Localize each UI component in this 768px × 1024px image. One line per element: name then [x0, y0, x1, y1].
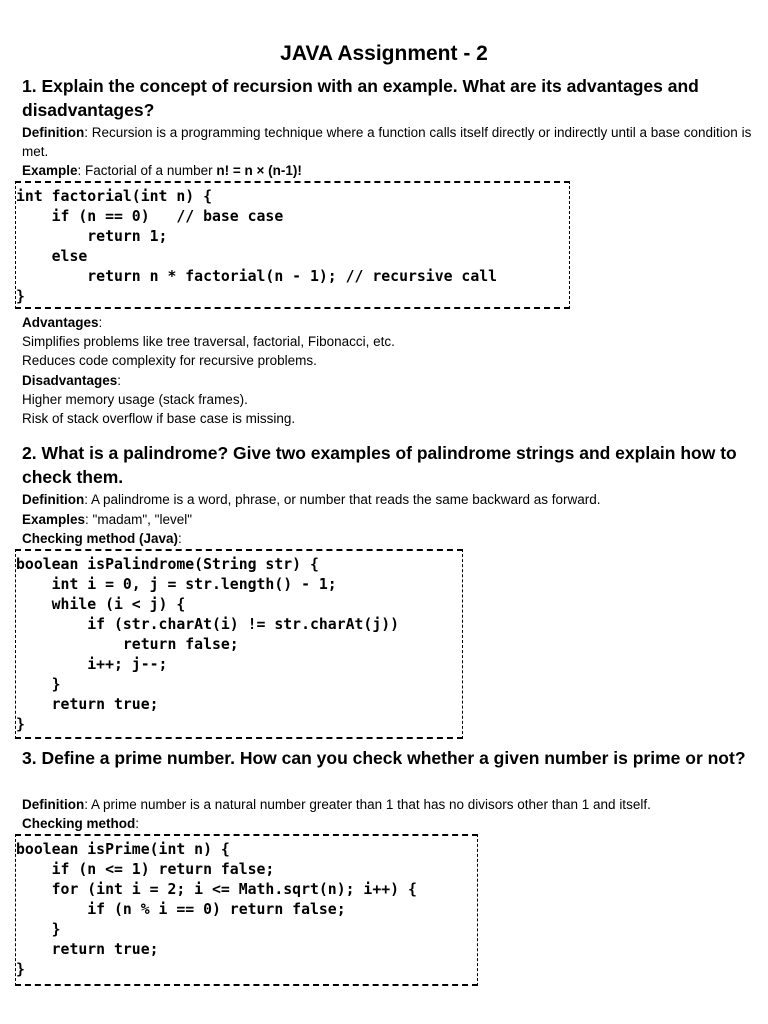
q2-definition: [22, 490, 752, 509]
q3-method-heading: Checking method:: [22, 816, 140, 831]
q1-advantages-label: Advantages: [22, 315, 99, 330]
q1-example-formula: n! = n × (n-1)!: [216, 163, 302, 178]
palindrome-code-block: boolean isPalindrome(String str) { int i = 0, j = str.length() - 1; while (i < j) { if (str.charAt(i) != str.charAt(j)) return false; i++; j--; } return true; }: [15, 549, 463, 739]
q1-definition: [22, 123, 752, 161]
q1-advantage-item: Reduces code complexity for recursive problems.: [22, 353, 317, 368]
q2-method-label: Checking method (Java): [22, 531, 179, 546]
q1-definition-text: : Recursion is a programming technique where a function calls itself directly or indirectly until a base condition is met.: [22, 125, 752, 159]
q1-example: [22, 161, 752, 180]
prime-code-block: boolean isPrime(int n) { if (n <= 1) return false; for (int i = 2; i <= Math.sqrt(n); i++) { if (n % i == 0) return false; } return true; }: [15, 834, 478, 986]
q2-examples-text: : "madam", "level": [85, 512, 192, 527]
q1-disadvantages-label: Disadvantages: [22, 373, 118, 388]
q1-disadvantage-item: Higher memory usage (stack frames).: [22, 392, 248, 407]
page-title: JAVA Assignment - 2: [280, 42, 488, 65]
factorial-code-block: int factorial(int n) { if (n == 0) // base case return 1; else return n * factorial(n - 1); // recursive call }: [15, 181, 570, 309]
q1-advantage-item: Simplifies problems like tree traversal, factorial, Fibonacci, etc.: [22, 334, 395, 349]
question-3-heading: 3. Define a prime number. How can you check whether a given number is prime or not?: [22, 748, 746, 768]
question-2-heading: 2. What is a palindrome? Give two examples of palindrome strings and explain how to check them.: [22, 443, 737, 487]
q2-examples: [22, 510, 752, 529]
q1-disadvantage-item: Risk of stack overflow if base case is missing.: [22, 411, 296, 426]
q3-definition-text: : A prime number is a natural number greater than 1 that has no divisors other than 1 and itself.: [84, 797, 651, 812]
q1-disadvantages-heading: Disadvantages:: [22, 373, 122, 388]
q1-example-text: : Factorial of a number: [77, 163, 217, 178]
q2-definition-label: Definition: [22, 492, 85, 507]
q2-definition-text: : A palindrome is a word, phrase, or number that reads the same backward as forward.: [84, 492, 601, 507]
q2-examples-label: Examples: [22, 512, 86, 527]
question-1-heading: 1. Explain the concept of recursion with an example. What are its advantages and disadvantages?: [22, 76, 699, 120]
q1-advantages-heading: Advantages:: [22, 315, 103, 330]
q3-definition-label: Definition: [22, 797, 85, 812]
q1-example-label: Example: [22, 163, 78, 178]
q3-method-label: Checking method: [22, 816, 136, 831]
q3-definition: [22, 795, 752, 814]
q1-definition-label: Definition: [22, 125, 85, 140]
q2-method-heading: Checking method (Java):: [22, 531, 182, 546]
